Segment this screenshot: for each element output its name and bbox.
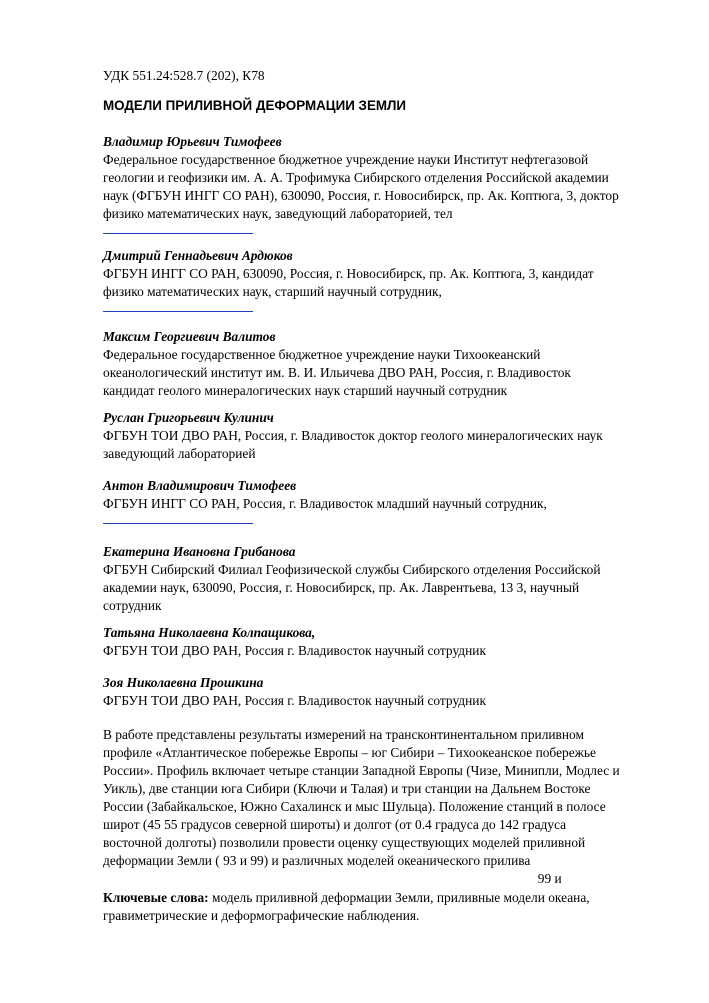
affiliation-line: ФГБУН ТОИ ДВО РАН, Россия г. Владивосток научный сотрудник bbox=[103, 643, 486, 658]
email-link-underline[interactable] bbox=[103, 523, 253, 524]
abstract-line: В работе представлены результаты измерений на трансконтинентальном приливном bbox=[103, 727, 584, 742]
affiliation-line: ФГБУН ТОИ ДВО РАН, Россия г. Владивосток научный сотрудник bbox=[103, 693, 486, 708]
author-name: Зоя Николаевна Прошкина bbox=[103, 675, 264, 690]
affiliation-line: геологии и геофизики им. А. А. Трофимука Сибирского отделения Российской академии bbox=[103, 170, 609, 185]
affiliation-line: ФГБУН ИНГГ СО РАН, 630090, Россия, г. Новосибирск, пр. Ак. Коптюга, 3, кандидат bbox=[103, 266, 594, 281]
affiliation-line: заведующий лабораторией bbox=[103, 446, 256, 461]
author-block bbox=[103, 543, 601, 615]
keywords-label: Ключевые слова: bbox=[103, 890, 209, 905]
author-block bbox=[103, 409, 603, 463]
affiliation-line: кандидат геолого минералогических наук старший научный сотрудник bbox=[103, 383, 508, 398]
affiliation-line: сотрудник bbox=[103, 598, 162, 613]
abstract-line: России (Забайкальское, Южно Сахалинск и мыс Шульца). Положение станций в полосе bbox=[103, 799, 606, 814]
affiliation-line: наук (ФГБУН ИНГГ СО РАН), 630090, Россия, г. Новосибирск, пр. Ак. Коптюга, 3, доктор bbox=[103, 188, 619, 203]
abstract-line: 99 и bbox=[537, 871, 562, 886]
author-block bbox=[103, 674, 486, 710]
keywords-text: модель приливной деформации Земли, приливные модели океана, bbox=[208, 890, 590, 905]
author-block bbox=[103, 477, 547, 524]
keywords-line bbox=[103, 889, 590, 907]
abstract-line: Уикль), две станции юга Сибири (Ключи и Талая) и три станции на Дальнем Востоке bbox=[103, 781, 591, 796]
affiliation-line: Федеральное государственное бюджетное учреждение науки Институт нефтегазовой bbox=[103, 152, 589, 167]
keywords bbox=[103, 889, 590, 925]
author-name: Владимир Юрьевич Тимофеев bbox=[103, 134, 282, 149]
author-block bbox=[103, 247, 594, 312]
article-title: МОДЕЛИ ПРИЛИВНОЙ ДЕФОРМАЦИИ ЗЕМЛИ bbox=[103, 98, 407, 113]
author-name: Максим Георгиевич Валитов bbox=[103, 329, 276, 344]
affiliation-line: океанологический институт им. В. И. Ильичева ДВО РАН, Россия, г. Владивосток bbox=[103, 365, 571, 380]
author-name: Руслан Григорьевич Кулинич bbox=[103, 410, 274, 425]
affiliation-line: ФГБУН ТОИ ДВО РАН, Россия, г. Владивосток доктор геолого минералогических наук bbox=[103, 428, 603, 443]
abstract-line: восточной долготы) позволили провести оценку существующих моделей приливной bbox=[103, 835, 586, 850]
author-block bbox=[103, 624, 486, 660]
abstract-line: деформации Земли ( 93 и 99) и различных моделей океанического прилива bbox=[103, 853, 531, 868]
author-name: Антон Владимирович Тимофеев bbox=[103, 478, 297, 493]
author-name: Дмитрий Геннадьевич Ардюков bbox=[103, 248, 293, 263]
affiliation-line: Федеральное государственное бюджетное учреждение науки Тихоокеанский bbox=[103, 347, 541, 362]
affiliation-line: ФГБУН ИНГГ СО РАН, Россия, г. Владивосток младший научный сотрудник, bbox=[103, 496, 547, 511]
udk-code: УДК 551.24:528.7 (202), К78 bbox=[103, 68, 265, 83]
author-block bbox=[103, 328, 571, 400]
abstract-line: профиле «Атлантическое побережье Европы – юг Сибири – Тихоокеанское побережье bbox=[103, 745, 596, 760]
abstract-line: России». Профиль включает четыре станции Западной Европы (Чизе, Минипли, Модлес и bbox=[103, 763, 620, 778]
affiliation-line: физико математических наук, заведующий лабораторией, тел bbox=[103, 206, 453, 221]
affiliation-line: физико математических наук, старший научный сотрудник, bbox=[103, 284, 442, 299]
email-link-underline[interactable] bbox=[103, 311, 253, 312]
author-name: Татьяна Николаевна Колпащикова, bbox=[103, 625, 316, 640]
author-name: Екатерина Ивановна Грибанова bbox=[103, 544, 296, 559]
author-block bbox=[103, 133, 619, 234]
abstract bbox=[103, 726, 620, 888]
affiliation-line: академии наук, 630090, Россия, г. Новосибирск, пр. Ак. Лаврентьева, 13 3, научный bbox=[103, 580, 580, 595]
email-link-underline[interactable] bbox=[103, 233, 253, 234]
abstract-line: широт (45 55 градусов северной широты) и долгот (от 0.4 градуса до 142 градуса bbox=[103, 817, 567, 832]
keywords-line: гравиметрические и деформографические наблюдения. bbox=[103, 908, 420, 923]
affiliation-line: ФГБУН Сибирский Филиал Геофизической службы Сибирского отделения Российской bbox=[103, 562, 601, 577]
